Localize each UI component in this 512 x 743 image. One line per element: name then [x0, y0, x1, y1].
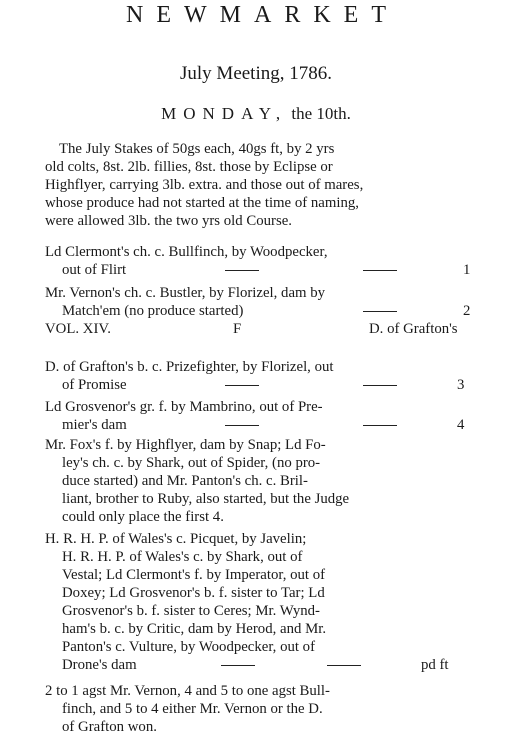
entry-4: [45, 398, 475, 434]
betting-line: finch, and 5 to 4 either Mr. Vernon or the D.: [62, 701, 323, 717]
entry-line: Mr. Vernon's ch. c. Bustler, by Florizel, dam by: [45, 285, 326, 301]
unplaced-note: [45, 436, 475, 526]
leader-dash: [225, 270, 259, 271]
entry-3: [45, 358, 475, 394]
leader-dash: [225, 425, 259, 426]
stakes-conditions: [45, 140, 475, 230]
leader-dash: [225, 385, 259, 386]
forfeit-line: H. R. H. P. of Wales's c. by Shark, out of: [62, 549, 303, 565]
day-name: MONDAY,: [161, 104, 288, 123]
entry-line: Ld Grosvenor's gr. f. by Mambrino, out of Pre-: [45, 399, 323, 415]
note-line: duce started) and Mr. Panton's ch. c. Bril-: [62, 473, 308, 489]
entry-2: [45, 284, 475, 320]
forfeit-line: Grosvenor's b. f. sister to Ceres; Mr. Wynd-: [62, 603, 320, 619]
leader-dash: [327, 665, 361, 666]
entry-line: mier's dam: [62, 417, 127, 433]
stakes-line: were allowed 3lb. the two yrs old Course.: [45, 213, 292, 229]
betting-line: of Grafton won.: [62, 719, 157, 735]
place-number: 1: [463, 262, 471, 278]
note-line: liant, brother to Ruby, also started, but the Judge: [62, 491, 350, 507]
place-number: 4: [457, 417, 465, 433]
entry-line: D. of Grafton's b. c. Prizefighter, by Florizel, out: [45, 359, 334, 375]
stakes-line: whose produce had not started at the time of naming,: [45, 195, 359, 211]
place-number: 2: [463, 303, 471, 319]
forfeit-line: Doxey; Ld Grosvenor's b. f. sister to Tar; Ld: [62, 585, 325, 601]
paid-forfeit: [45, 530, 475, 674]
day-heading: [0, 104, 512, 124]
forfeit-result: pd ft: [421, 657, 449, 673]
page-title: NEWMARKET: [126, 2, 399, 28]
forfeit-line: Drone's dam: [62, 657, 137, 673]
forfeit-line: Vestal; Ld Clermont's f. by Imperator, out of: [62, 567, 326, 583]
entry-line: Match'em (no produce started): [62, 303, 244, 319]
meeting-heading: July Meeting, 1786.: [180, 63, 332, 84]
betting-line: 2 to 1 agst Mr. Vernon, 4 and 5 to one agst Bull-: [45, 683, 330, 699]
leader-dash: [363, 425, 397, 426]
note-line: could only place the first 4.: [62, 509, 224, 525]
stakes-line: Highflyer, carrying 3lb. extra. and those out of mares,: [45, 177, 364, 193]
note-line: ley's ch. c. by Shark, out of Spider, (no pro-: [62, 455, 321, 471]
leader-dash: [363, 270, 397, 271]
leader-dash: [221, 665, 255, 666]
leader-dash: [363, 311, 397, 312]
entry-line: of Promise: [62, 377, 127, 393]
volume-label: VOL. XIV.: [45, 321, 111, 337]
catchword-line: [45, 320, 475, 338]
forfeit-line: Panton's c. Vulture, by Woodpecker, out of: [62, 639, 316, 655]
stakes-line: old colts, 8st. 2lb. fillies, 8st. those by Eclipse or: [45, 159, 333, 175]
forfeit-line: ham's b. c. by Critic, dam by Herod, and Mr.: [62, 621, 327, 637]
catchword-next: D. of Grafton's: [369, 321, 458, 337]
forfeit-line: H. R. H. P. of Wales's c. Picquet, by Javelin;: [45, 531, 307, 547]
entry-line: Ld Clermont's ch. c. Bullfinch, by Woodpecker,: [45, 244, 328, 260]
note-line: Mr. Fox's f. by Highflyer, dam by Snap; Ld Fo-: [45, 437, 326, 453]
leader-dash: [363, 385, 397, 386]
entry-1: [45, 243, 475, 279]
stakes-line: The July Stakes of 50gs each, 40gs ft, by 2 yrs: [59, 141, 335, 157]
signature-mark: F: [233, 321, 242, 337]
day-date: the 10th.: [291, 104, 351, 123]
entry-line: out of Flirt: [62, 262, 127, 278]
place-number: 3: [457, 377, 465, 393]
betting-odds: [45, 682, 475, 736]
